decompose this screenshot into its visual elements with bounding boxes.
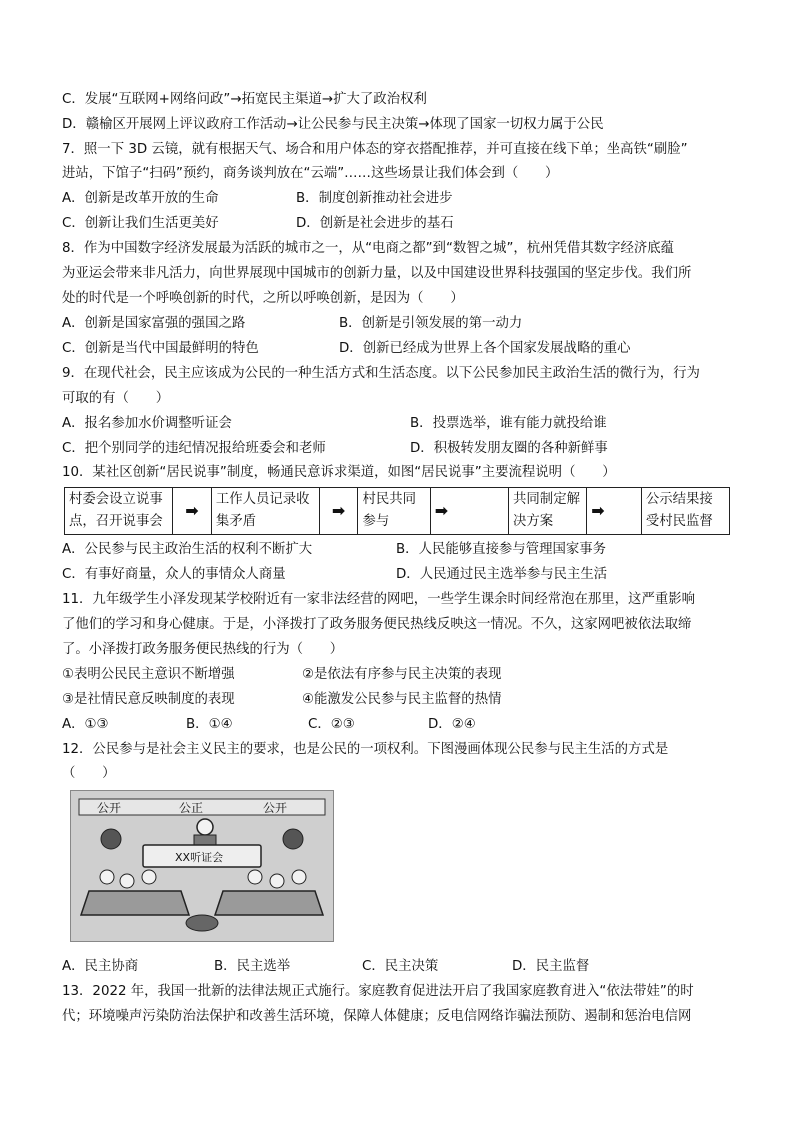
q9-option-a: A．报名参加水价调整听证会 bbox=[62, 416, 232, 431]
q8-stem-line1: 8．作为中国数字经济发展最为活跃的城市之一，从“电商之都”到“数智之城”，杭州凭借其数字经济底蕴 bbox=[62, 241, 675, 256]
q11-statement-4: ④能激发公民参与民主监督的热情 bbox=[302, 692, 502, 707]
q8-option-d: D．创新已经成为世界上各个国家发展战略的重心 bbox=[339, 341, 631, 356]
q13-stem-line1: 13．2022 年，我国一批新的法律法规正式施行。家庭教育促进法开启了我国家庭教育进入“依法带娃”的时 bbox=[62, 984, 694, 999]
cartoon-sign-3: 公开 bbox=[263, 801, 288, 815]
process-flow-table bbox=[64, 487, 730, 535]
cartoon-sign-2: 公正 bbox=[179, 801, 204, 815]
q12-option-c: C．民主决策 bbox=[362, 959, 439, 974]
q11-option-d: D．②④ bbox=[428, 717, 476, 732]
q9-stem-line2: 可取的有（ ） bbox=[62, 391, 170, 406]
q7-option-b: B．制度创新推动社会进步 bbox=[296, 191, 453, 206]
q11-option-c: C．②③ bbox=[308, 717, 355, 732]
cartoon-banner: XX听证会 bbox=[175, 851, 224, 864]
q8-stem-line2: 为亚运会带来非凡活力，向世界展现中国城市的创新力量，以及中国建设世界科技强国的坚定步伐。我们所 bbox=[62, 266, 692, 281]
q11-stem-line1: 11．九年级学生小泽发现某学校附近有一家非法经营的网吧，一些学生课余时间经常泡在那里，这严重影响 bbox=[62, 592, 696, 607]
flow-arrow-icon: ➡ bbox=[173, 488, 212, 535]
q12-stem-line2: （ ） bbox=[62, 766, 116, 781]
q8-option-b: B．创新是引领发展的第一动力 bbox=[339, 316, 523, 331]
q12-option-b: B．民主选举 bbox=[214, 959, 291, 974]
q12-option-a: A．民主协商 bbox=[62, 959, 139, 974]
q10-stem: 10．某社区创新“居民说事”制度，畅通民意诉求渠道，如图“居民说事”主要流程说明（ ） bbox=[62, 465, 616, 480]
q11-statement-3: ③是社情民意反映制度的表现 bbox=[62, 692, 235, 707]
q7-option-c: C．创新让我们生活更美好 bbox=[62, 216, 219, 231]
q11-option-b: B．①④ bbox=[186, 717, 233, 732]
q11-statement-2: ②是依法有序参与民主决策的表现 bbox=[302, 667, 502, 682]
q11-statement-1: ①表明公民民主意识不断增强 bbox=[62, 667, 235, 682]
flow-step-5: 公示结果接受村民监督 bbox=[641, 488, 729, 535]
q6-option-d: D．赣榆区开展网上评议政府工作活动→让公民参与民主决策→体现了国家一切权力属于公民 bbox=[62, 117, 604, 132]
q12-option-d: D．民主监督 bbox=[512, 959, 590, 974]
q9-stem-line1: 9．在现代社会，民主应该成为公民的一种生活方式和生活态度。以下公民参加民主政治生活的微行为，行为 bbox=[62, 366, 700, 381]
q8-option-c: C．创新是当代中国最鲜明的特色 bbox=[62, 341, 259, 356]
q7-stem-line1: 7．照一下 3D 云镜，就有根据天气、场合和用户体态的穿衣搭配推荐，并可直接在线下单；坐高铁“刷脸” bbox=[62, 142, 688, 157]
flow-step-1: 村委会设立说事点，召开说事会 bbox=[65, 488, 173, 535]
q7-option-d: D．创新是社会进步的基石 bbox=[296, 216, 454, 231]
flow-step-3: 村民共同参与 bbox=[358, 488, 430, 535]
flow-arrow-icon: ➡ bbox=[587, 488, 642, 535]
q9-option-c: C．把个别同学的违纪情况报给班委会和老师 bbox=[62, 441, 326, 456]
q10-option-d: D．人民通过民主选举参与民主生活 bbox=[396, 567, 608, 582]
q10-option-c: C．有事好商量，众人的事情众人商量 bbox=[62, 567, 286, 582]
q10-option-b: B．人民能够直接参与管理国家事务 bbox=[396, 542, 607, 557]
q10-option-a: A．公民参与民主政治生活的权利不断扩大 bbox=[62, 542, 313, 557]
flow-arrow-icon: ➡ bbox=[319, 488, 358, 535]
q11-stem-line2: 了他们的学习和身心健康。于是，小泽拨打了政务服务便民热线反映这一情况。不久，这家网吧被依法取缔 bbox=[62, 617, 692, 632]
q11-option-a: A．①③ bbox=[62, 717, 109, 732]
q9-option-b: B．投票选举，谁有能力就投给谁 bbox=[410, 416, 607, 431]
flow-arrow-icon: ➡ bbox=[430, 488, 508, 535]
q7-option-a: A．创新是改革开放的生命 bbox=[62, 191, 219, 206]
q11-stem-line3: 了。小泽拨打政务服务便民热线的行为（ ） bbox=[62, 642, 344, 657]
q8-stem-line3: 处的时代是一个呼唤创新的时代，之所以呼唤创新，是因为（ ） bbox=[62, 291, 464, 306]
q12-stem-line1: 12．公民参与是社会主义民主的要求，也是公民的一项权利。下图漫画体现公民参与民主生活的方式是 bbox=[62, 742, 669, 757]
q8-option-a: A．创新是国家富强的强国之路 bbox=[62, 316, 246, 331]
flow-step-2: 工作人员记录收集矛盾 bbox=[211, 488, 319, 535]
cartoon-drawing bbox=[71, 791, 333, 941]
q13-stem-line2: 代；环境噪声污染防治法保护和改善生活环境，保障人体健康；反电信网络诈骗法预防、遏制和惩治电信网 bbox=[62, 1009, 692, 1024]
q9-option-d: D．积极转发朋友圈的各种新鲜事 bbox=[410, 441, 608, 456]
flow-step-4: 共同制定解决方案 bbox=[509, 488, 587, 535]
q6-option-c: C．发展“互联网+网络问政”→拓宽民主渠道→扩大了政治权利 bbox=[62, 92, 427, 107]
cartoon-sign-1: 公开 bbox=[97, 801, 122, 815]
q7-stem-line2: 进站，下馆子“扫码”预约，商务谈判放在“云端”……这些场景让我们体会到（ ） bbox=[62, 166, 559, 181]
hearing-cartoon-image bbox=[70, 790, 334, 942]
